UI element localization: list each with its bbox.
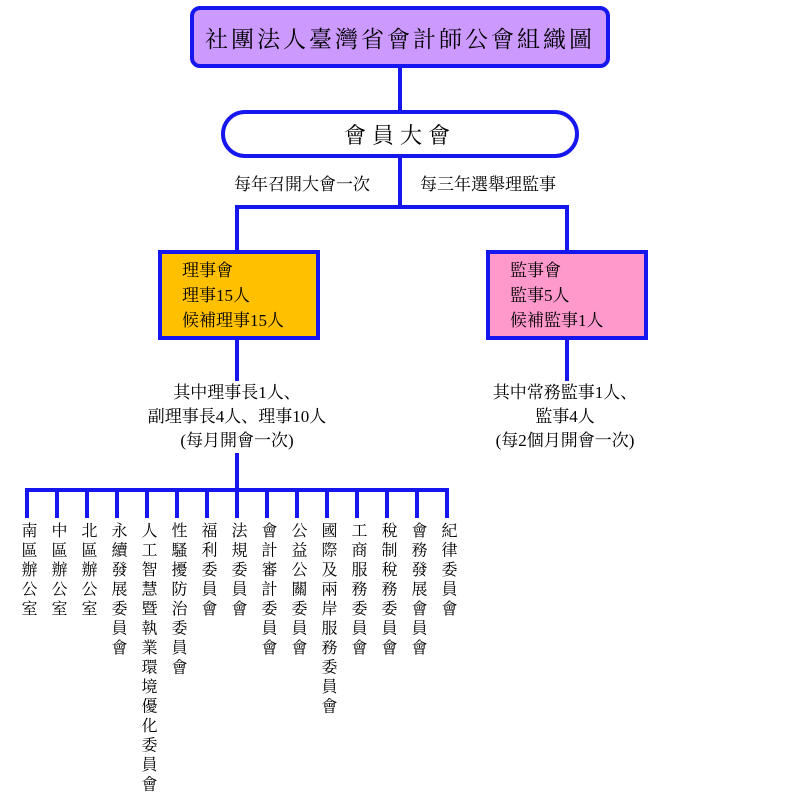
supervisors-note-line: 監事4人 (535, 407, 595, 426)
connector-stub (55, 488, 59, 518)
connector-stub (415, 488, 419, 518)
chart-title-box (190, 6, 610, 68)
directors-note-line: 其中理事長1人、 (173, 383, 301, 402)
supervisors-note-line: 其中常務監事1人、 (492, 383, 638, 402)
supervisors-line: 監事5人 (510, 285, 570, 305)
directors-note-line: (每月開會一次) (180, 431, 294, 450)
unit-label-north-office: 北區辦公室 (79, 522, 96, 620)
directors-note-line: 副理事長4人、理事10人 (147, 407, 327, 426)
connector-stub (115, 488, 119, 518)
edge-label-election: 每三年選舉理監事 (420, 175, 556, 194)
supervisors-line: 候補監事1人 (510, 310, 604, 330)
supervisors-note (435, 381, 695, 453)
unit-label-business-service: 工商服務委員會 (349, 522, 366, 659)
unit-label-international-cross-strait: 國際及兩岸服務委員會 (319, 522, 336, 717)
connector-stub (25, 488, 29, 518)
connector-stub (355, 488, 359, 518)
connector-stub (295, 488, 299, 518)
connector-stub (325, 488, 329, 518)
unit-label-association-development: 會務發展會員會 (409, 522, 426, 659)
unit-label-south-office: 南區辦公室 (19, 522, 36, 620)
unit-label-public-relations: 公益公關委員會 (289, 522, 306, 659)
unit-label-discipline: 紀律委員會 (439, 522, 456, 620)
connector-stub (85, 488, 89, 518)
unit-label-regulations: 法規委員會 (229, 522, 246, 620)
connector-stub (385, 488, 389, 518)
unit-label-accounting-audit: 會計審計委員會 (259, 522, 276, 659)
connector-stub (445, 488, 449, 518)
connector-branch-directors (235, 205, 239, 250)
assembly-label: 會員大會 (343, 122, 456, 148)
connector-supervisors-stub (565, 340, 569, 382)
supervisors-note-line: (每2個月開會一次) (495, 431, 635, 450)
edge-label-annual-meeting: 每年召開大會一次 (234, 175, 370, 194)
supervisors-line: 監事會 (510, 260, 561, 280)
chart-title: 社團法人臺灣省會計師公會組織圖 (205, 26, 595, 52)
supervisors-node (486, 250, 648, 340)
directors-line: 理事會 (182, 260, 233, 280)
connector-stub (235, 488, 239, 518)
connector-stub (175, 488, 179, 518)
assembly-node (221, 110, 579, 158)
directors-line: 候補理事15人 (182, 310, 284, 330)
unit-label-harassment-prevention: 性騷擾防治委員會 (169, 522, 186, 678)
branch-horizontal-line (235, 205, 569, 209)
directors-node (158, 250, 320, 340)
connector-branch-supervisors (565, 205, 569, 250)
connector-title-assembly (398, 68, 402, 110)
unit-label-tax: 稅制稅務委員會 (379, 522, 396, 659)
unit-label-central-office: 中區辦公室 (49, 522, 66, 620)
directors-note (107, 381, 367, 453)
connector-stub (205, 488, 209, 518)
connector-stub (265, 488, 269, 518)
unit-label-welfare: 福利委員會 (199, 522, 216, 620)
connector-stub (145, 488, 149, 518)
directors-line: 理事15人 (182, 285, 250, 305)
unit-label-ai-environment: 人工智慧暨執業環境優化委員會 (139, 522, 156, 795)
unit-label-sustainability: 永續發展委員會 (109, 522, 126, 659)
